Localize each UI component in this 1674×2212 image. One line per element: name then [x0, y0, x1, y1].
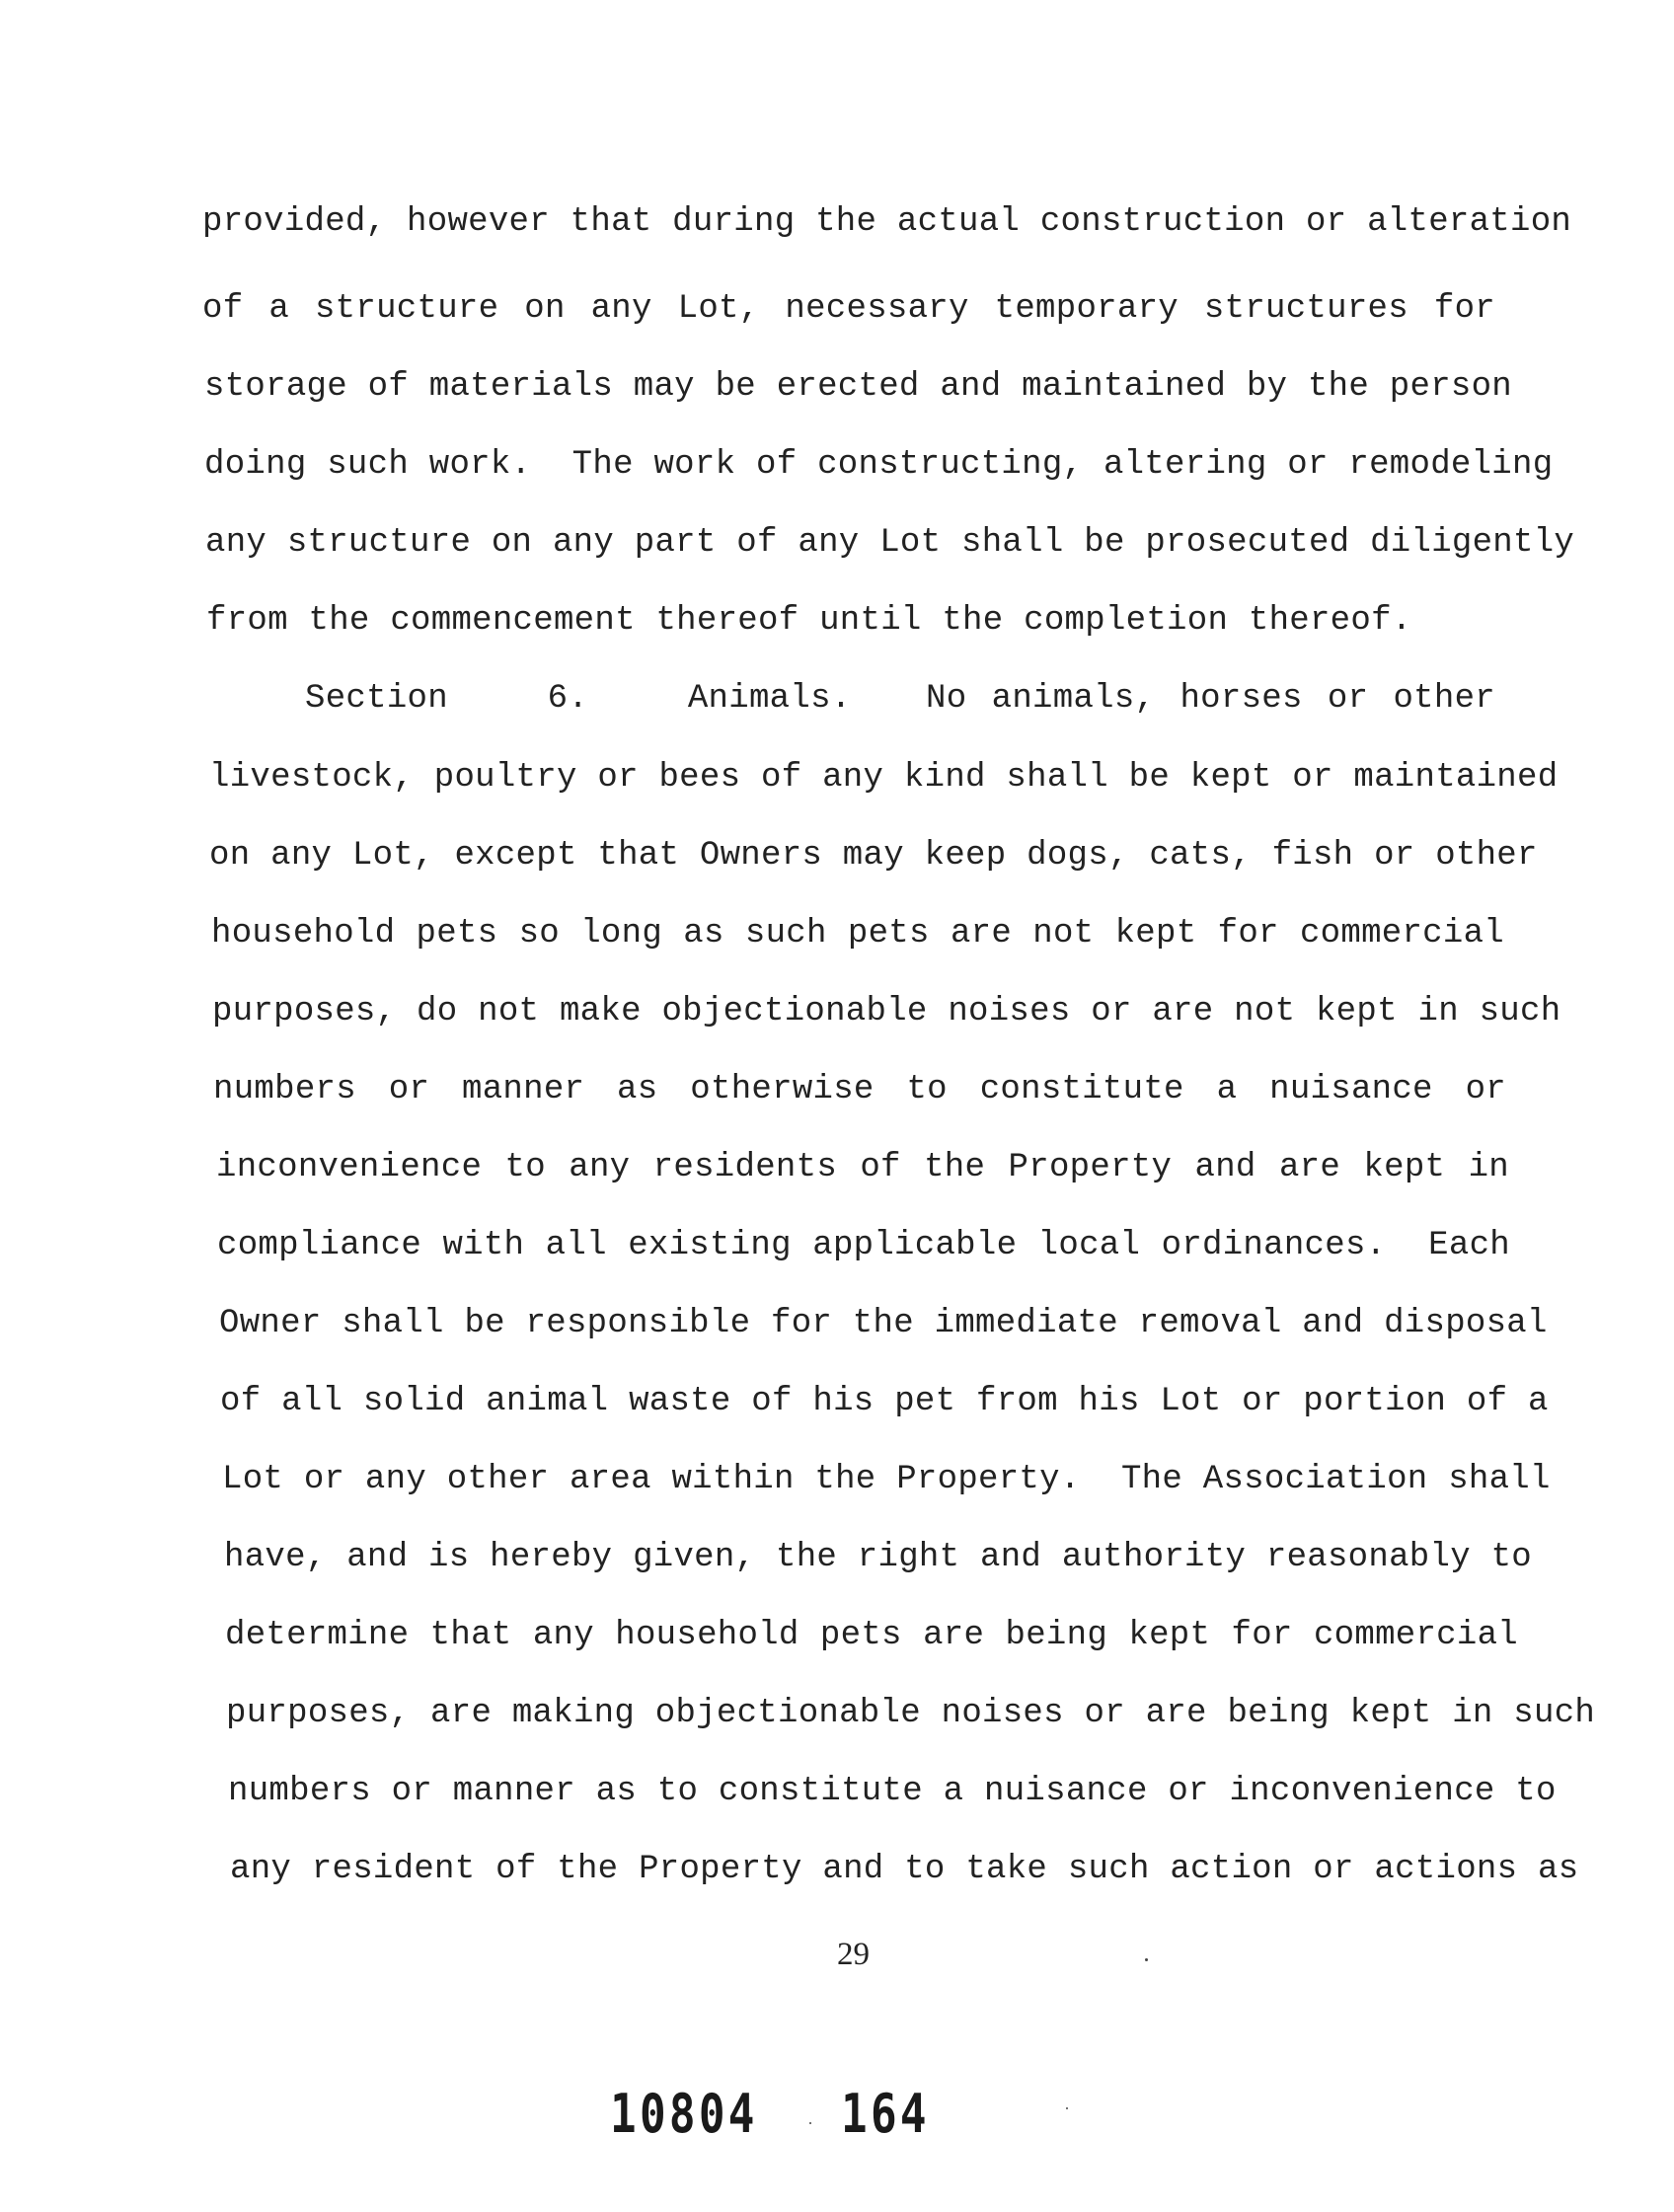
text-line-5: any structure on any part of any Lot shall be prosecuted diligently: [205, 524, 1575, 562]
text-line-12: numbers or manner as otherwise to constitute a nuisance or: [213, 1071, 1506, 1108]
text-line-3: storage of materials may be erected and maintained by the person: [204, 368, 1513, 406]
text-line-1: provided, however that during the actual construction or alteration: [202, 203, 1572, 241]
scan-speck: [1066, 2107, 1068, 2109]
text-line-13: inconvenience to any residents of the Property and are kept in: [216, 1149, 1509, 1186]
text-line-4: doing such work. The work of constructing, altering or remodeling: [204, 446, 1554, 484]
recording-book-number: 10804: [610, 2083, 758, 2145]
text-line-6: from the commencement thereof until the completion thereof.: [206, 602, 1412, 640]
text-line-22: any resident of the Property and to take such action or actions as: [230, 1851, 1579, 1888]
scan-speck: [809, 2122, 811, 2124]
text-line-14: compliance with all existing applicable local ordinances. Each: [217, 1227, 1510, 1264]
section-heading-line: Section 6. Animals. No animals, horses or other: [305, 680, 1495, 718]
page-number: 29: [837, 1937, 870, 1972]
text-line-19: determine that any household pets are being kept for commercial: [225, 1617, 1518, 1654]
text-line-15: Owner shall be responsible for the immediate removal and disposal: [219, 1305, 1548, 1342]
recording-page-number: 164: [841, 2083, 930, 2145]
text-line-18: have, and is hereby given, the right and authority reasonably to: [224, 1539, 1533, 1576]
text-line-17: Lot or any other area within the Property. The Association shall: [222, 1461, 1551, 1498]
text-line-20: purposes, are making objectionable noises or are being kept in such: [226, 1695, 1596, 1732]
text-line-16: of all solid animal waste of his pet from his Lot or portion of a: [220, 1383, 1549, 1420]
text-line-2: of a structure on any Lot, necessary temporary structures for: [202, 290, 1495, 328]
text-line-10: household pets so long as such pets are not kept for commercial: [211, 915, 1504, 953]
text-line-9: on any Lot, except that Owners may keep dogs, cats, fish or other: [209, 837, 1538, 875]
scan-speck: [1145, 1958, 1148, 1961]
text-line-21: numbers or manner as to constitute a nuisance or inconvenience to: [228, 1773, 1557, 1810]
text-line-8: livestock, poultry or bees of any kind shall be kept or maintained: [209, 759, 1559, 797]
text-line-11: purposes, do not make objectionable noises or are not kept in such: [212, 993, 1561, 1030]
